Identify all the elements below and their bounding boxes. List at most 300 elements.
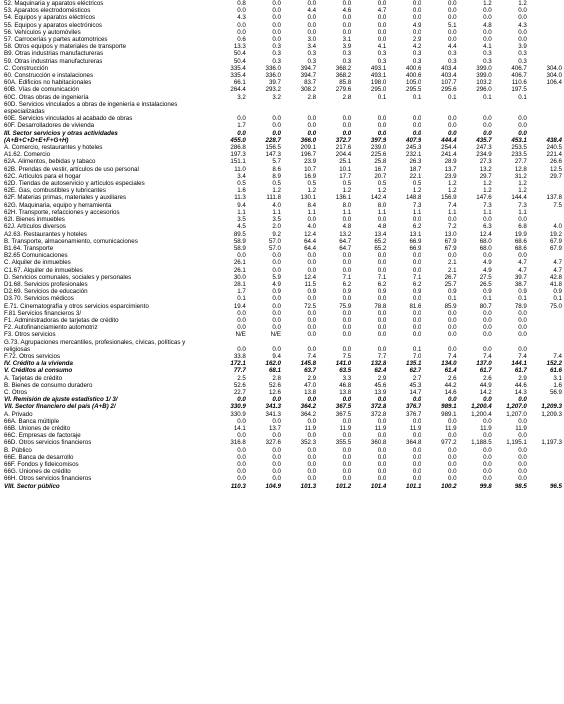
value-cell: 2.6 — [483, 374, 492, 382]
value-cell: 0.0 — [377, 461, 387, 468]
row-label: 57. Carrocerías y partes automotrices — [4, 36, 108, 44]
value-cell: 46.8 — [339, 381, 352, 389]
value-cell: 1.1 — [483, 208, 492, 216]
value-cell: 0.0 — [448, 309, 457, 317]
value-cell: 0.0 — [307, 295, 317, 303]
value-cell: 0.0 — [342, 461, 352, 468]
value-cell: 13.8 — [304, 388, 317, 396]
value-cell: 0.0 — [518, 7, 527, 15]
value-cell: 0.0 — [483, 36, 492, 44]
table-row — [2, 432, 562, 439]
value-cell: 65.2 — [374, 244, 387, 252]
table-row — [2, 101, 562, 115]
value-cell: 0.0 — [377, 115, 387, 123]
row-label: F1. Administradoras de tarjetas de crédito — [4, 316, 119, 324]
value-cell: 0.0 — [342, 21, 352, 29]
value-cell: 0.0 — [237, 345, 246, 353]
value-cell: 0.0 — [307, 396, 317, 404]
value-cell: 0.0 — [377, 468, 387, 476]
row-label: F.72. Otros servicios — [4, 352, 61, 360]
value-cell: 406.7 — [511, 64, 527, 72]
table-row — [2, 209, 562, 216]
row-label: B. Público — [4, 446, 32, 454]
value-cell: 0.0 — [377, 252, 387, 260]
value-cell: 7.1 — [342, 273, 352, 281]
value-cell: 13.0 — [444, 230, 457, 238]
value-cell: 316.8 — [230, 439, 246, 447]
value-cell: 0.9 — [377, 288, 387, 296]
value-cell: 0.0 — [448, 36, 457, 44]
value-cell: 1.2 — [272, 187, 281, 195]
value-cell: 29.7 — [549, 172, 562, 180]
credit-by-sector-table — [2, 0, 562, 490]
value-cell: 0.0 — [272, 7, 281, 15]
value-cell: 0.0 — [448, 453, 457, 461]
value-cell: 61.7 — [514, 367, 527, 375]
value-cell: 4.6 — [342, 7, 352, 15]
value-cell: 12.4 — [304, 230, 317, 238]
row-label: 56. Vehículos y automóviles — [4, 28, 81, 36]
row-label: 59. Otras industrias manufactureras — [4, 57, 103, 65]
value-cell: 4.7 — [518, 259, 527, 267]
table-row — [2, 22, 562, 29]
row-label: 66E. Banca de desarrollo — [4, 453, 74, 461]
value-cell: 6.3 — [483, 223, 492, 231]
value-cell: 0.0 — [377, 36, 387, 44]
table-row — [2, 396, 562, 403]
value-cell: 0.1 — [448, 93, 457, 101]
value-cell — [527, 22, 562, 29]
value-cell: 0.0 — [272, 302, 281, 310]
value-cell: 0.0 — [377, 14, 387, 22]
value-cell: 0.0 — [483, 331, 492, 339]
value-cell: 4.7 — [553, 259, 562, 267]
value-cell: 11.9 — [409, 424, 422, 432]
value-cell: 145.8 — [300, 360, 317, 368]
value-cell: 232.1 — [406, 151, 422, 159]
value-cell: 308.2 — [300, 86, 317, 94]
value-cell: 2.9 — [518, 374, 527, 382]
value-cell: 3.2 — [272, 93, 281, 101]
value-cell: 0.0 — [448, 122, 457, 130]
value-cell: 1.2 — [483, 0, 492, 7]
value-cell: 9.4 — [237, 201, 246, 209]
value-cell: 0.0 — [307, 432, 317, 440]
value-cell: 64.4 — [304, 244, 317, 252]
table-row — [2, 58, 562, 65]
value-cell: 0.3 — [412, 57, 422, 65]
value-cell: 330.9 — [230, 410, 246, 418]
value-cell: 39.7 — [268, 79, 281, 87]
value-cell — [527, 252, 562, 259]
table-row — [2, 324, 562, 331]
value-cell: 11.9 — [480, 424, 492, 432]
value-cell: 0.0 — [307, 446, 317, 454]
table-row — [2, 94, 562, 101]
value-cell — [527, 86, 562, 93]
value-cell: 111.8 — [266, 194, 281, 202]
value-cell: 147.6 — [476, 194, 492, 202]
value-cell: 11.9 — [445, 424, 457, 432]
value-cell: 1.2 — [518, 0, 527, 7]
value-cell: 0.0 — [377, 21, 387, 29]
value-cell: 1.1 — [412, 208, 422, 216]
value-cell: 1.1 — [448, 208, 457, 216]
value-cell: 101.4 — [370, 482, 387, 490]
value-cell: 453.1 — [511, 136, 527, 144]
value-cell: 0.0 — [518, 461, 527, 468]
value-cell: 0.0 — [412, 468, 422, 476]
row-label: D3.70. Servicios médicos — [4, 295, 74, 303]
value-cell: 13.9 — [374, 388, 387, 396]
value-cell: 2.8 — [307, 93, 317, 101]
value-cell: 38.7 — [514, 280, 527, 288]
value-cell: 44.6 — [514, 381, 527, 389]
table-row — [2, 454, 562, 461]
value-cell: 0.0 — [377, 259, 387, 267]
table-row — [2, 216, 562, 223]
value-cell: 1.7 — [237, 122, 246, 130]
value-cell: 1,209.3 — [541, 403, 562, 411]
row-label: 62F. Materias primas, materiales y auxiliares — [4, 194, 127, 202]
table-row — [2, 375, 562, 382]
value-cell: 0.0 — [307, 345, 317, 353]
value-cell — [527, 130, 562, 137]
value-cell: 106.4 — [546, 79, 562, 87]
value-cell: 0.0 — [342, 14, 352, 22]
value-cell — [421, 101, 456, 115]
value-cell: 0.0 — [448, 115, 457, 123]
value-cell: 0.0 — [483, 115, 492, 123]
value-cell: 234.9 — [476, 151, 492, 159]
value-cell: 101.1 — [406, 482, 422, 490]
value-cell: 0.0 — [307, 252, 317, 260]
value-cell: 7.2 — [448, 223, 457, 231]
value-cell: 14.3 — [514, 388, 527, 396]
table-row — [2, 411, 562, 418]
value-cell: 0.0 — [412, 475, 422, 483]
value-cell: 134.0 — [441, 360, 457, 368]
value-cell: 0.0 — [412, 446, 422, 454]
value-cell: 0.5 — [377, 180, 387, 188]
table-row — [2, 317, 562, 324]
table-row — [2, 295, 562, 302]
value-cell: 0.0 — [307, 417, 317, 425]
value-cell: 136.1 — [335, 194, 352, 202]
value-cell: 0.1 — [237, 295, 246, 303]
value-cell: 376.7 — [406, 403, 422, 411]
value-cell: 0.0 — [377, 324, 387, 332]
value-cell: 2.6 — [448, 374, 457, 382]
value-cell: 132.8 — [370, 360, 387, 368]
row-label: 66G. Uniones de crédito — [4, 468, 71, 476]
value-cell: 399.0 — [476, 72, 492, 80]
row-label: 62H. Transporte, refacciones y accesorios — [4, 208, 120, 216]
value-cell — [527, 43, 562, 50]
value-cell: 0.3 — [307, 50, 317, 58]
value-cell: 3.3 — [342, 374, 352, 382]
value-cell: 0.0 — [307, 324, 317, 332]
value-cell: 295.6 — [441, 86, 457, 94]
row-label: E.71. Cinematografía y otros servicios esparcimiento — [4, 302, 149, 310]
value-cell: 0.0 — [483, 432, 492, 440]
value-cell: 7.1 — [412, 273, 422, 281]
value-cell: 0.0 — [412, 295, 422, 303]
value-cell — [527, 432, 562, 439]
row-label: 62J. Artículos diversos — [4, 223, 66, 231]
value-cell: 1.6 — [553, 381, 562, 389]
value-cell: 25.7 — [444, 280, 457, 288]
value-cell: 0.0 — [272, 122, 281, 130]
table-row — [2, 115, 562, 122]
value-cell: 367.5 — [335, 410, 352, 418]
table-row — [2, 288, 562, 295]
table-row — [2, 194, 562, 201]
value-cell: 0.0 — [448, 432, 457, 440]
value-cell: 7.1 — [377, 273, 387, 281]
value-cell: 0.9 — [483, 288, 492, 296]
value-cell: 233.5 — [511, 151, 527, 159]
value-cell: 364.2 — [300, 410, 317, 418]
value-cell: 156.5 — [265, 144, 281, 152]
value-cell: 0.0 — [412, 115, 422, 123]
value-cell: 144.1 — [511, 360, 527, 368]
value-cell: 61.4 — [444, 367, 457, 375]
value-cell: 23.9 — [304, 158, 317, 166]
value-cell: 455.0 — [230, 136, 246, 144]
value-cell: 0.3 — [272, 43, 281, 51]
value-cell: 0.0 — [272, 21, 281, 29]
value-cell: 0.9 — [342, 288, 352, 296]
value-cell: 240.5 — [546, 144, 562, 152]
value-cell: 327.6 — [265, 439, 281, 447]
value-cell: 0.0 — [412, 252, 422, 260]
value-cell: 0.0 — [377, 417, 387, 425]
value-cell: 12.8 — [514, 165, 527, 173]
value-cell: 0.0 — [307, 0, 317, 7]
value-cell: 64.7 — [339, 244, 352, 252]
value-cell: 0.0 — [412, 129, 422, 137]
value-cell: 0.0 — [342, 475, 352, 483]
value-cell: 0.0 — [237, 396, 246, 404]
value-cell: 0.0 — [377, 309, 387, 317]
table-row — [2, 447, 562, 454]
value-cell: 151.1 — [230, 158, 246, 166]
value-cell: 0.0 — [412, 417, 422, 425]
value-cell: 4.7 — [553, 266, 562, 274]
value-cell: 25.8 — [374, 158, 387, 166]
value-cell — [527, 216, 562, 223]
table-row — [2, 259, 562, 266]
value-cell: 293.2 — [265, 86, 281, 94]
value-cell: 44.2 — [444, 381, 457, 389]
value-cell: 66.9 — [409, 244, 422, 252]
row-label: A2.63. Restaurantes y hoteles — [4, 230, 87, 238]
value-cell: 1.2 — [483, 187, 492, 195]
value-cell: 0.0 — [342, 0, 352, 7]
value-cell: 0.3 — [342, 50, 352, 58]
value-cell: 72.5 — [304, 302, 317, 310]
value-cell: 444.4 — [441, 136, 457, 144]
value-cell: 0.0 — [377, 453, 387, 461]
value-cell — [527, 331, 562, 338]
value-cell: 0.0 — [307, 21, 317, 29]
table-row — [2, 29, 562, 36]
value-cell: 0.0 — [237, 432, 246, 440]
value-cell: 4.4 — [448, 43, 457, 51]
value-cell: 0.0 — [412, 309, 422, 317]
value-cell: 68.6 — [514, 244, 527, 252]
value-cell: 0.0 — [237, 115, 246, 123]
table-row — [2, 267, 562, 274]
value-cell: 14.7 — [409, 388, 422, 396]
value-cell: 110.3 — [230, 482, 246, 490]
value-cell: 14.1 — [233, 424, 246, 432]
value-cell — [527, 447, 562, 454]
value-cell: 27.3 — [479, 158, 492, 166]
value-cell: 0.1 — [483, 295, 492, 303]
value-cell: 5.1 — [448, 21, 457, 29]
value-cell: 0.0 — [342, 216, 352, 224]
row-label: 58. Otros equipos y materiales de transporte — [4, 43, 127, 51]
value-cell: 4.9 — [483, 266, 492, 274]
value-cell — [527, 468, 562, 475]
value-cell: 9.2 — [272, 230, 281, 238]
row-label: B9. Otras industrias manufactureras — [4, 50, 104, 58]
value-cell: 394.7 — [300, 72, 317, 80]
value-cell — [527, 101, 562, 115]
value-cell: 0.0 — [237, 252, 246, 260]
table-row — [2, 43, 562, 50]
value-cell: 4.0 — [553, 223, 562, 231]
value-cell: 110.6 — [511, 79, 527, 87]
value-cell: 4.7 — [377, 7, 387, 15]
table-row — [2, 158, 562, 165]
value-cell: 368.2 — [335, 64, 352, 72]
value-cell — [386, 101, 421, 115]
value-cell: 0.0 — [448, 345, 457, 353]
value-cell: 0.0 — [237, 417, 246, 425]
value-cell: 0.0 — [272, 115, 281, 123]
row-label: C1.67. Alquiler de inmuebles — [4, 266, 83, 274]
value-cell: 0.5 — [412, 180, 422, 188]
value-cell: 0.0 — [377, 331, 387, 339]
value-cell: 1,200.4 — [471, 410, 492, 418]
table-row — [2, 360, 562, 367]
value-cell: 0.0 — [483, 475, 492, 483]
value-cell — [527, 187, 562, 194]
value-cell: 0.0 — [483, 309, 492, 317]
value-cell: 4.9 — [412, 21, 422, 29]
table-row — [2, 353, 562, 360]
value-cell: 42.8 — [549, 273, 562, 281]
value-cell — [527, 475, 562, 482]
value-cell: 0.0 — [272, 446, 281, 454]
value-cell: 101.3 — [300, 482, 317, 490]
row-label: 62E. Gas, combustibles y lubricantes — [4, 187, 106, 195]
value-cell: 0.0 — [518, 216, 527, 224]
table-row — [2, 151, 562, 158]
value-cell: 368.2 — [335, 72, 352, 80]
value-cell: 103.2 — [476, 79, 492, 87]
value-cell: 0.0 — [342, 324, 352, 332]
value-cell: 23.9 — [444, 172, 457, 180]
value-cell: 0.0 — [272, 396, 281, 404]
value-cell: 438.4 — [546, 136, 562, 144]
value-cell: 407.9 — [406, 136, 422, 144]
value-cell: 4.0 — [272, 201, 281, 209]
value-cell — [527, 122, 562, 129]
value-cell: 0.0 — [483, 468, 492, 476]
value-cell: 1,200.4 — [471, 403, 492, 411]
value-cell — [527, 425, 562, 432]
value-cell: 341.3 — [265, 410, 281, 418]
value-cell: 400.6 — [406, 72, 422, 80]
value-cell: 137.8 — [546, 194, 562, 202]
value-cell: 0.0 — [307, 309, 317, 317]
value-cell: 3.2 — [237, 93, 246, 101]
value-cell: 67.9 — [444, 244, 457, 252]
value-cell: 13.7 — [444, 165, 457, 173]
value-cell: 0.0 — [342, 446, 352, 454]
value-cell: 0.0 — [518, 252, 527, 260]
value-cell: 0.0 — [518, 475, 527, 483]
value-cell: 376.7 — [406, 410, 422, 418]
value-cell: 0.0 — [377, 28, 387, 36]
value-cell: 0.0 — [272, 36, 281, 44]
value-cell: 0.0 — [483, 216, 492, 224]
value-cell: 41.8 — [549, 280, 562, 288]
value-cell: 0.0 — [412, 14, 422, 22]
value-cell: 11.3 — [234, 194, 246, 202]
value-cell: 372.7 — [335, 136, 352, 144]
value-cell: 7.4 — [307, 352, 317, 360]
value-cell: 1.2 — [412, 187, 422, 195]
value-cell: 989.1 — [441, 410, 457, 418]
value-cell: 105.0 — [406, 79, 422, 87]
value-cell: 12.5 — [549, 165, 562, 173]
value-cell: 295.5 — [406, 86, 422, 94]
value-cell: 3.1 — [342, 36, 352, 44]
value-cell: 10.1 — [339, 165, 352, 173]
value-cell: 335.4 — [230, 64, 246, 72]
value-cell: 8.6 — [272, 165, 281, 173]
value-cell: 0.0 — [272, 28, 281, 36]
value-cell: 0.0 — [272, 324, 281, 332]
value-cell: 4.8 — [483, 21, 492, 29]
value-cell: 0.0 — [518, 122, 527, 130]
value-cell: 0.0 — [342, 266, 352, 274]
value-cell: 0.0 — [272, 316, 281, 324]
table-row — [2, 130, 562, 137]
row-label: 60C. Otras obras de ingeniería — [4, 93, 89, 101]
value-cell: 336.0 — [265, 64, 281, 72]
value-cell: 0.0 — [518, 324, 527, 332]
value-cell: 0.0 — [412, 461, 422, 468]
table-row — [2, 382, 562, 389]
value-cell: 135.1 — [406, 360, 422, 368]
table-row — [2, 0, 562, 7]
value-cell: 67.9 — [549, 237, 562, 245]
value-cell: 0.1 — [553, 295, 562, 303]
row-label: 62G. Maquinaria, equipo y herramienta — [4, 201, 112, 209]
value-cell: 0.0 — [483, 446, 492, 454]
value-cell: 13.1 — [409, 230, 422, 238]
value-cell: 403.4 — [441, 72, 457, 80]
row-label: B. Transporte, almacenamiento, comunicaciones — [4, 237, 138, 245]
value-cell: 26.3 — [409, 158, 422, 166]
value-cell: 0.0 — [272, 309, 281, 317]
